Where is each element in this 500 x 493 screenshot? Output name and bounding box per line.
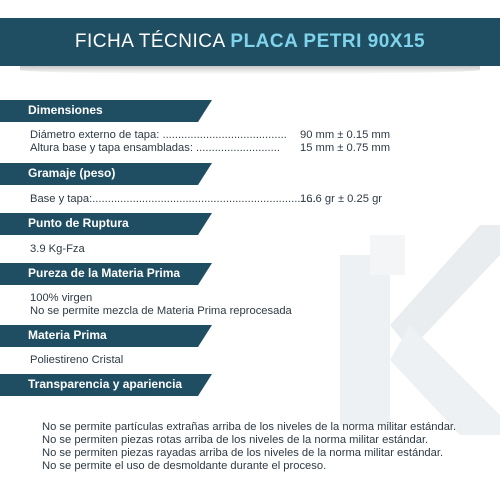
dim-diametro-label: Diámetro externo de tapa: ........................................ — [30, 129, 287, 141]
section-bar-materia — [0, 325, 212, 347]
section-bar-pureza — [0, 263, 212, 285]
gramaje-base-label: Base y tapa:........................................................................ — [30, 193, 316, 205]
dim-diametro-value: 90 mm ± 0.15 mm — [300, 129, 391, 141]
pureza-line-1: 100% virgen — [30, 292, 93, 304]
section-bar-ruptura — [0, 213, 212, 235]
watermark-logo-icon — [330, 215, 500, 435]
note-3: No se permiten piezas rayadas arriba de los niveles de la norma militar estándar. — [42, 447, 444, 459]
note-2: No se permiten piezas rotas arriba de los niveles de la norma militar estándar. — [42, 434, 429, 446]
section-bar-dimensiones — [0, 100, 212, 122]
note-1: No se permite partículas extrañas arriba de los niveles de la norma militar estándar. — [42, 421, 457, 433]
title-accent: PLACA PETRI 90X15 — [230, 31, 426, 52]
section-title-dimensiones: Dimensiones — [28, 103, 103, 117]
pureza-line-2: No se permite mezcla de Materia Prima reprocesada — [30, 305, 292, 317]
section-bar-transparencia — [0, 374, 212, 396]
title-prefix: FICHA TÉCNICA — [74, 31, 225, 52]
header-shadow — [20, 66, 480, 74]
note-4: No se permite el uso de desmoldante durante el proceso. — [42, 460, 327, 472]
section-bar-gramaje — [0, 163, 212, 185]
page-title — [0, 31, 500, 53]
section-title-pureza: Pureza de la Materia Prima — [28, 266, 181, 280]
materia-value: Poliestireno Cristal — [30, 354, 124, 366]
dim-altura-value: 15 mm ± 0.75 mm — [300, 142, 391, 154]
section-title-ruptura: Punto de Ruptura — [28, 216, 129, 230]
section-title-materia: Materia Prima — [28, 328, 107, 342]
section-title-transparencia: Transparencia y apariencia — [28, 377, 183, 391]
ruptura-value: 3.9 Kg-Fza — [30, 243, 85, 255]
gramaje-base-value: 16.6 gr ± 0.25 gr — [300, 193, 383, 205]
section-title-gramaje: Gramaje (peso) — [28, 166, 116, 180]
dim-altura-label: Altura base y tapa ensambladas: ........................... — [30, 142, 280, 154]
